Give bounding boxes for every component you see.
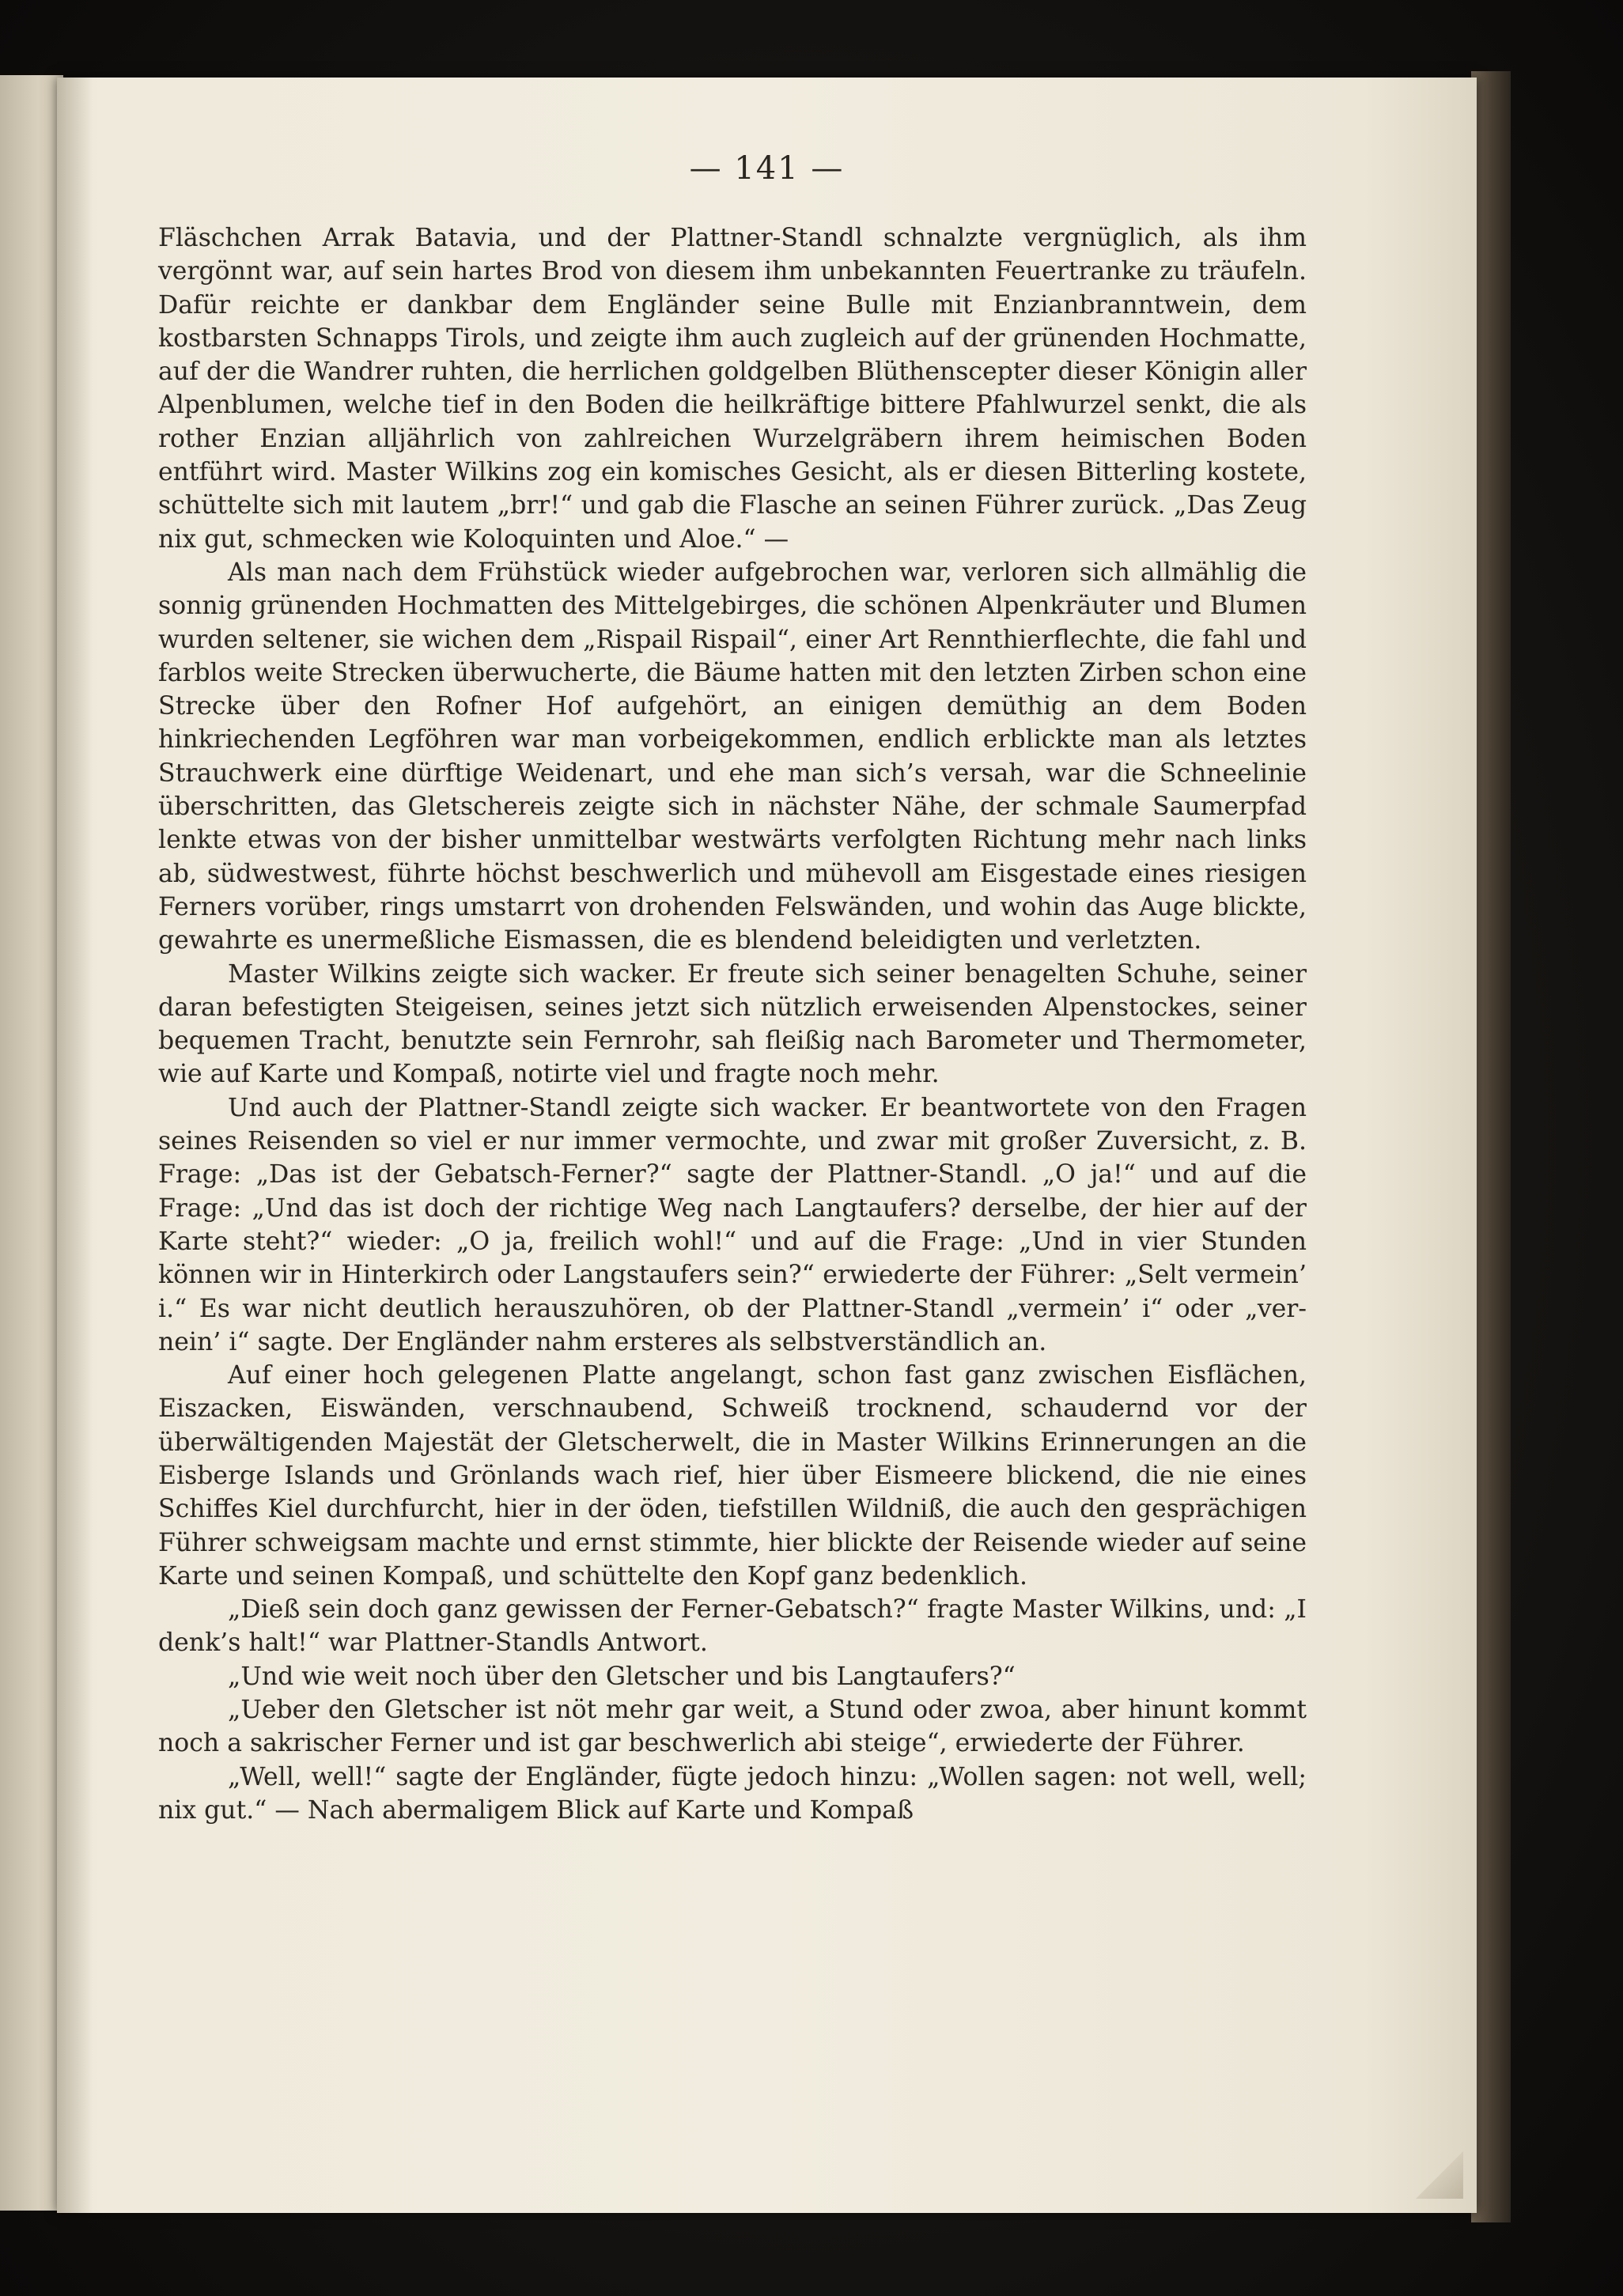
book-page: [57, 78, 1477, 2213]
paragraph: Fläschchen Arrak Batavia, und der Plattner-Standl schnalzte vergnüglich, als ihm vergönnt war, auf sein hartes Brod von diesem ihm unbekannten Feuertranke zu träufeln. Dafür reichte er dankbar dem Engländer seine Bulle mit Enzianbranntwein, dem kostbarsten Schnapps Tirols, und zeigte ihm auch zugleich auf der grünenden Hochmatte, auf der die Wandrer ruhten, die herrlichen goldgelben Blüthenscepter dieser Königin aller Alpenblumen, welche tief in den Boden die heilkräftige bittere Pfahlwurzel senkt, die als rother Enzian alljährlich von zahlreichen Wurzelgräbern ihrem heimischen Boden entführt wird. Master Wilkins zog ein komisches Gesicht, als er diesen Bitterling kostete, schüttelte sich mit lautem „brr!“ und gab die Flasche an seinen Führer zurück. „Das Zeug nix gut, schmecken wie Koloquinten und Aloe.“ —: [158, 224, 1307, 554]
paragraph: „Well, well!“ sagte der Engländer, fügte jedoch hinzu: „Wollen sagen: not well, well; nix gut.“ — Nach abermaligem Blick auf Karte und Kompaß: [158, 1762, 1307, 1825]
previous-page-edge: [0, 75, 63, 2211]
page-number: — 141 —: [689, 150, 845, 187]
page-gutter-shadow: [57, 78, 93, 2213]
book-cover-edge: [1471, 71, 1511, 2222]
paragraph: „Und wie weit noch über den Gletscher und bis Langtaufers?“: [228, 1662, 1016, 1691]
page-text: [158, 221, 1307, 1827]
paragraph: Und auch der Plattner-Standl zeigte sich wacker. Er beantwortete von den Fragen seines Reisenden so viel er nur immer vermochte, und zwar mit großer Zuversicht, z. B. Frage: „Das ist der Gebatsch-Ferner?“ sagte der Plattner-Standl. „O ja!“ und auf die Frage: „Und das ist doch der richtige Weg nach Langtaufers? derselbe, der hier auf der Karte steht?“ wieder: „O ja, freilich wohl!“ und auf die Frage: „Und in vier Stunden können wir in Hinterkirch oder Langstaufers sein?“ erwiederte der Führer: „Selt vermein’ i.“ Es war nicht deutlich herauszuhören, ob der Plattner-Standl „vermein’ i“ oder „ver-nein’ i“ sagte. Der Engländer nahm ersteres als selbstverständlich an.: [158, 1093, 1307, 1356]
paragraph: „Dieß sein doch ganz gewissen der Ferner-Gebatsch?“ fragte Master Wilkins, und: „I denk’s halt!“ war Plattner-Standls Antwort.: [158, 1595, 1307, 1658]
paragraph: Auf einer hoch gelegenen Platte angelangt, schon fast ganz zwischen Eisflächen, Eiszacken, Eiswänden, verschnaubend, Schweiß trocknend, schaudernd vor der überwältigenden Majestät der Gletscherwelt, die in Master Wilkins Erinnerungen an die Eisberge Islands und Grönlands wach rief, hier über Eismeere blickend, die nie eines Schiffes Kiel durchfurcht, hier in der öden, tiefstillen Wildniß, die auch den gesprächigen Führer schweigsam machte und ernst stimmte, hier blickte der Reisende wieder auf seine Karte und seinen Kompaß, und schüttelte den Kopf ganz bedenklich.: [158, 1361, 1307, 1591]
paragraph: Als man nach dem Frühstück wieder aufgebrochen war, verloren sich allmählig die sonnig grünenden Hochmatten des Mittelgebirges, die schönen Alpenkräuter und Blumen wurden seltener, sie wichen dem „Rispail Rispail“, einer Art Rennthierflechte, die fahl und farblos weite Strecken überwucherte, die Bäume hatten mit den letzten Zirben schon eine Strecke über den Rofner Hof aufgehört, an einigen demüthig an dem Boden hinkriechenden Legföhren war man vorbeigekommen, endlich erblickte man als letztes Strauchwerk eine dürftige Weidenart, und ehe man sich’s versah, war die Schneelinie überschritten, das Gletschereis zeigte sich in nächster Nähe, der schmale Saumerpfad lenkte etwas von der bisher unmittelbar westwärts verfolgten Richtung mehr nach links ab, südwestwest, führte höchst beschwerlich und mühevoll am Eisgestade eines riesigen Ferners vorüber, rings umstarrt von drohenden Felswänden, und wohin das Auge blickte, gewahrte es unermeßliche Eismassen, die es blendend beleidigten und verletzten.: [158, 558, 1307, 955]
paragraph: Master Wilkins zeigte sich wacker. Er freute sich seiner benagelten Schuhe, seiner daran befestigten Steigeisen, seines jetzt sich nützlich erweisenden Alpenstockes, seiner bequemen Tracht, benutzte sein Fernrohr, sah fleißig nach Barometer und Thermometer, wie auf Karte und Kompaß, notirte viel und fragte noch mehr.: [158, 959, 1307, 1089]
paragraph: „Ueber den Gletscher ist nöt mehr gar weit, a Stund oder zwoa, aber hinunt kommt noch a sakrischer Ferner und ist gar beschwerlich abi steige“, erwiederte der Führer.: [158, 1696, 1307, 1758]
